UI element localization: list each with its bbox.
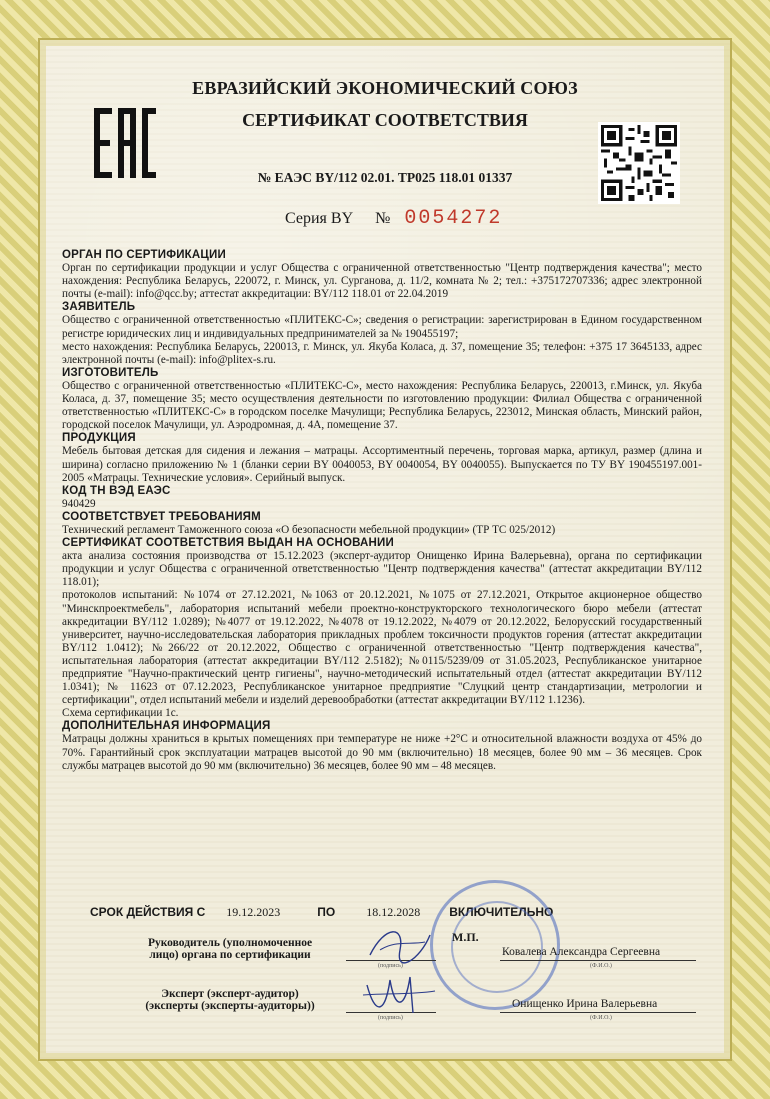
expert-sign-caption: (подпись) [378,1015,403,1021]
section-title-applicant: ЗАЯВИТЕЛЬ [62,301,136,314]
validity-inclusive: ВКЛЮЧИТЕЛЬНО [449,905,554,919]
expert-name: Онищенко Ирина Валерьевна [512,998,658,1010]
section-text-extra: Матрацы должны храниться в крытых помещениях при температуре не ниже +2°С и относительной влажности воздуха от 45% до 70%. Гарантийный срок эксплуатации матрацев высотой до 90 мм (включительно) 18 месяцев, более 90 мм – 36 месяцев. Срок службы матрацев высотой до 90 мм (включительно) 36 месяцев, более 90 мм – 48 месяцев. [62,733,702,772]
validity-from: 19.12.2023 [226,905,281,919]
series-number: 0054272 [404,207,503,230]
section-title-organ: ОРГАН ПО СЕРТИФИКАЦИИ [62,249,226,261]
section-text-conform: Технический регламент Таможенного союза «О безопасности мебельной продукции» (ТР ТС 025/2012) [62,523,556,536]
expert-fio-caption: (Ф.И.О.) [590,1015,612,1021]
section-title-product: ПРОДУКЦИЯ [62,432,136,445]
section-title-code: КОД ТН ВЭД ЕАЭС [62,484,171,497]
number-sign: № [375,210,391,227]
expert-label-line-2: (эксперты (эксперты-аудиторы)) [145,1000,315,1012]
section-title-basis: СЕРТИФИКАТ СООТВЕТСТВИЯ ВЫДАН НА ОСНОВАНИИ [62,537,394,550]
head-signature-icon [360,920,440,970]
validity-to: 18.12.2028 [366,905,421,919]
section-text-basis-1: акта анализа состояния производства от 15.12.2023 (эксперт-аудитор Онищенко Ирина Валерьевна), органа по сертификации продукции и услуг Общества с ограниченной ответственностью "Центр подтверждения качества" (аттестат аккредитации BY/112 118.01); [62,550,702,589]
expert-signature-icon [355,965,445,1020]
validity-to-label: ПО [317,905,336,919]
head-label-line-2: лицо) органа по сертификации [149,949,311,961]
section-text-applicant-2: место нахождения: Республика Беларусь, 220013, г. Минск, ул. Якуба Коласа, д. 37, помещение 35; телефон: +375 17 3645133, адрес электронной почты (e-mail): info@plitex-s.ru. [62,340,702,366]
head-name: Ковалева Александра Сергеевна [502,946,661,958]
head-label-line-1: Руководитель (уполномоченное [147,937,313,949]
section-text-maker: Общество с ограниченной ответственностью «ПЛИТЕКС-С», место нахождения: Республика Беларусь, 220013, г.Минск, ул. Якуба Коласа, д. 37, помещение 35; место осуществления деятельности по изготовлению продукции: Филиал Общества с ограниченной ответственностью «ПЛИТЕКС-С» в городском поселке Мачулищи; Республика Беларусь, 223012, Минская область, Минский район, городской поселок Мачулищи, ул. Аэродромная, д. 4А, помещение 37. [62,379,702,432]
certificate-number: № ЕАЭС BY/112 02.01. ТР025 118.01 01337 [257,170,513,185]
seal-mp: М.П. [452,930,479,944]
section-title-maker: ИЗГОТОВИТЕЛЬ [62,366,159,379]
head-sign-caption: (подпись) [378,963,403,969]
validity-label: СРОК ДЕЙСТВИЯ С [90,905,206,919]
official-seal-icon [430,880,560,1010]
qr-code-icon [598,122,680,204]
section-title-extra: ДОПОЛНИТЕЛЬНАЯ ИНФОРМАЦИЯ [62,720,271,733]
head-fio-caption: (Ф.И.О.) [590,963,612,969]
head-name-line [500,960,696,961]
expert-label [120,988,340,1012]
series-line [285,207,502,230]
section-text-applicant-1: Общество с ограниченной ответственностью «ПЛИТЕКС-С»; сведения о регистрации: зарегистрирован в Едином государственном регистре юридических лиц и индивидуальных предпринимателей за № 190455197; [62,314,702,340]
expert-label-line-1: Эксперт (эксперт-аудитор) [161,988,299,1000]
section-text-code: 940429 [62,497,96,510]
section-text-basis-3: Схема сертификации 1с. [62,707,179,720]
head-label [120,937,340,961]
section-text-product: Мебель бытовая детская для сидения и лежания – матрацы. Ассортиментный перечень, торговая марка, артикул, размер (длина и ширина) согласно приложению № 1 (бланки серии BY 0040053, BY 0040054, BY 0040055). Выпускается по ТУ BY 190455197.001-2005 «Матрацы. Технические условия». Серийный выпуск. [62,445,702,484]
document-title: СЕРТИФИКАТ СООТВЕТСТВИЯ [242,110,528,130]
section-text-basis-2: протоколов испытаний: №1074 от 27.12.2021, №1063 от 20.12.2021, №1075 от 27.12.2021, Открытое акционерное общество "Минскпроектмебель", лаборатория испытаний мебели проектно-конструкторского технологического бюро мебели (аттестат аккредитации BY/112 1.0289); №4077 от 19.12.2022, №4078 от 19.12.2022, №4079 от 20.12.2022, Белорусский государственный университет, научно-исследовательская лаборатория прикладных проблем токсичности продуктов горения (аттестат аккредитации BY/112 1.0412); №266/22 от 20.12.2022, Общество с ограниченной ответственностью "Центр подтверждения качества", испытательная лаборатория (аттестат аккредитации BY/112 2.5182); №0115/5239/09 от 31.05.2023, Республиканское унитарное предприятие "Научно-практический центр гигиены", научно-методический испытательный отдел (аттестат аккредитации BY/112 1.0341); № 11623 от 07.12.2023, Республиканское унитарное предприятие "Слуцкий центр стандартизации, метрологии и сертификации", отдел испытаний мебели и изделий деревообработки (аттестат аккредитации BY/112 1.1236). [62,589,702,707]
certificate-body [62,249,702,773]
series-label: Серия BY [285,210,354,227]
expert-name-line [500,1012,696,1013]
section-text-organ: Орган по сертификации продукции и услуг Общества с ограниченной ответственностью "Центр подтверждения качества"; место нахождения: Республика Беларусь, 220072, г. Минск, ул. Сурганова, д. 11/2, комната № 2; тел.: +375172707336; адрес электронной почты (e-mail): info@qcc.by; аттестат аккредитации: BY/112 118.01 от 22.04.2019 [62,262,702,301]
union-title: ЕВРАЗИЙСКИЙ ЭКОНОМИЧЕСКИЙ СОЮЗ [192,78,578,98]
section-title-conform: СООТВЕТСТВУЕТ ТРЕБОВАНИЯМ [62,510,261,523]
